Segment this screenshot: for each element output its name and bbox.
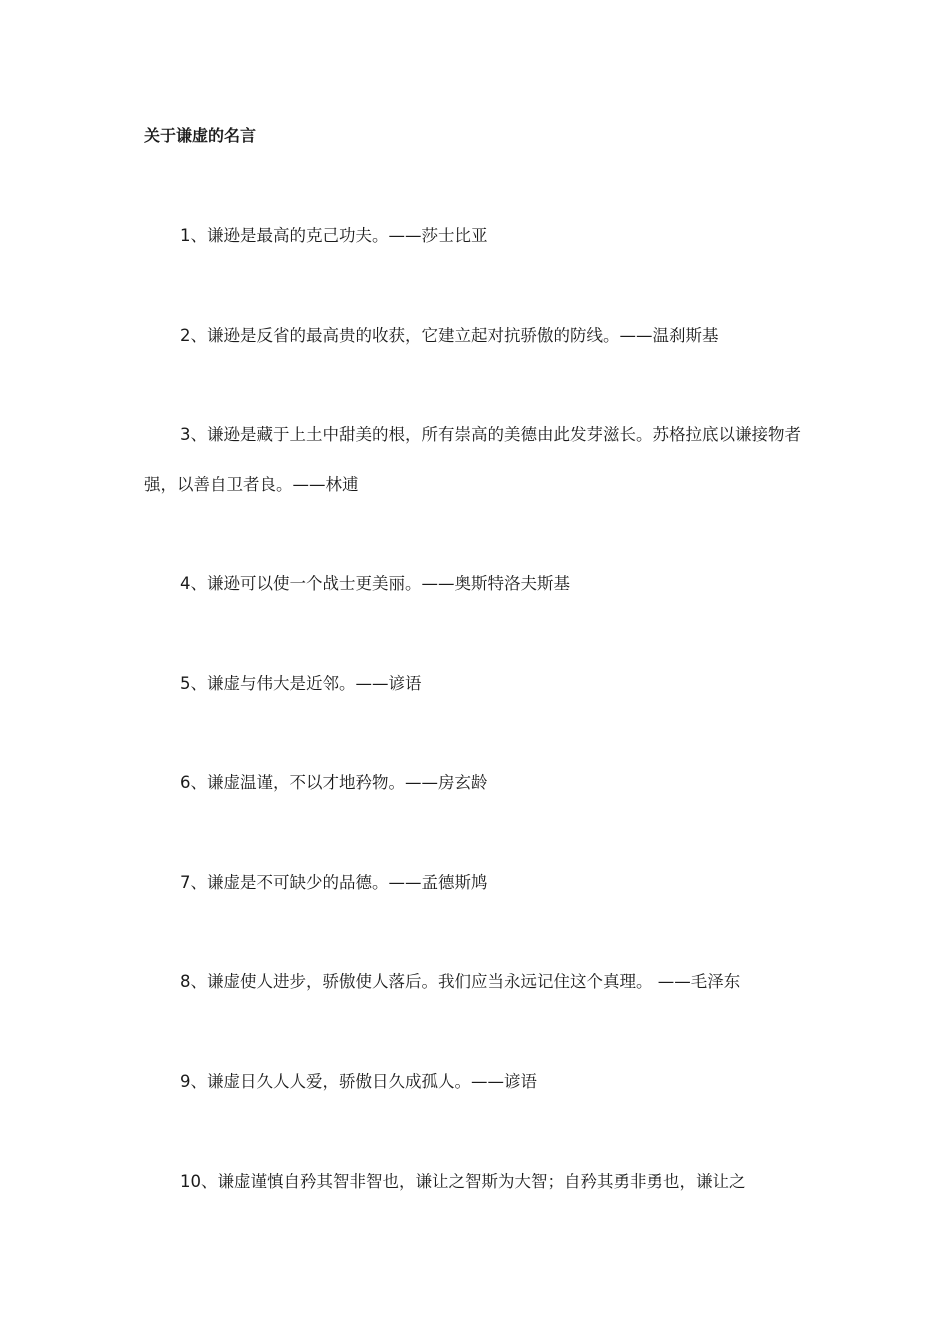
- quote-6: 6、谦虚温谨，不以才地矜物。——房玄龄: [180, 773, 488, 792]
- quote-8: 8、谦虚使人进步，骄傲使人落后。我们应当永远记住这个真理。 ——毛泽东: [180, 972, 741, 991]
- quote-10: 10、谦虚谨慎自矜其智非智也，谦让之智斯为大智；自矜其勇非勇也，谦让之: [180, 1172, 746, 1191]
- quote-3: 3、谦逊是藏于上土中甜美的根，所有崇高的美德由此发芽滋长。苏格拉底以谦接物者强，以善自卫者良。——林逋: [144, 425, 801, 494]
- quote-5: 5、谦虚与伟大是近邻。——谚语: [180, 674, 422, 693]
- quote-4: 4、谦逊可以使一个战士更美丽。——奥斯特洛夫斯基: [180, 574, 570, 593]
- quote-1: 1、谦逊是最高的克己功夫。——莎士比亚: [180, 226, 488, 245]
- document-title: 关于谦虚的名言: [144, 126, 257, 145]
- quote-2: 2、谦逊是反省的最高贵的收获，它建立起对抗骄傲的防线。——温刹斯基: [180, 326, 719, 345]
- quote-9: 9、谦虚日久人人爱，骄傲日久成孤人。——谚语: [180, 1072, 537, 1091]
- quote-7: 7、谦虚是不可缺少的品德。——孟德斯鸠: [180, 873, 488, 892]
